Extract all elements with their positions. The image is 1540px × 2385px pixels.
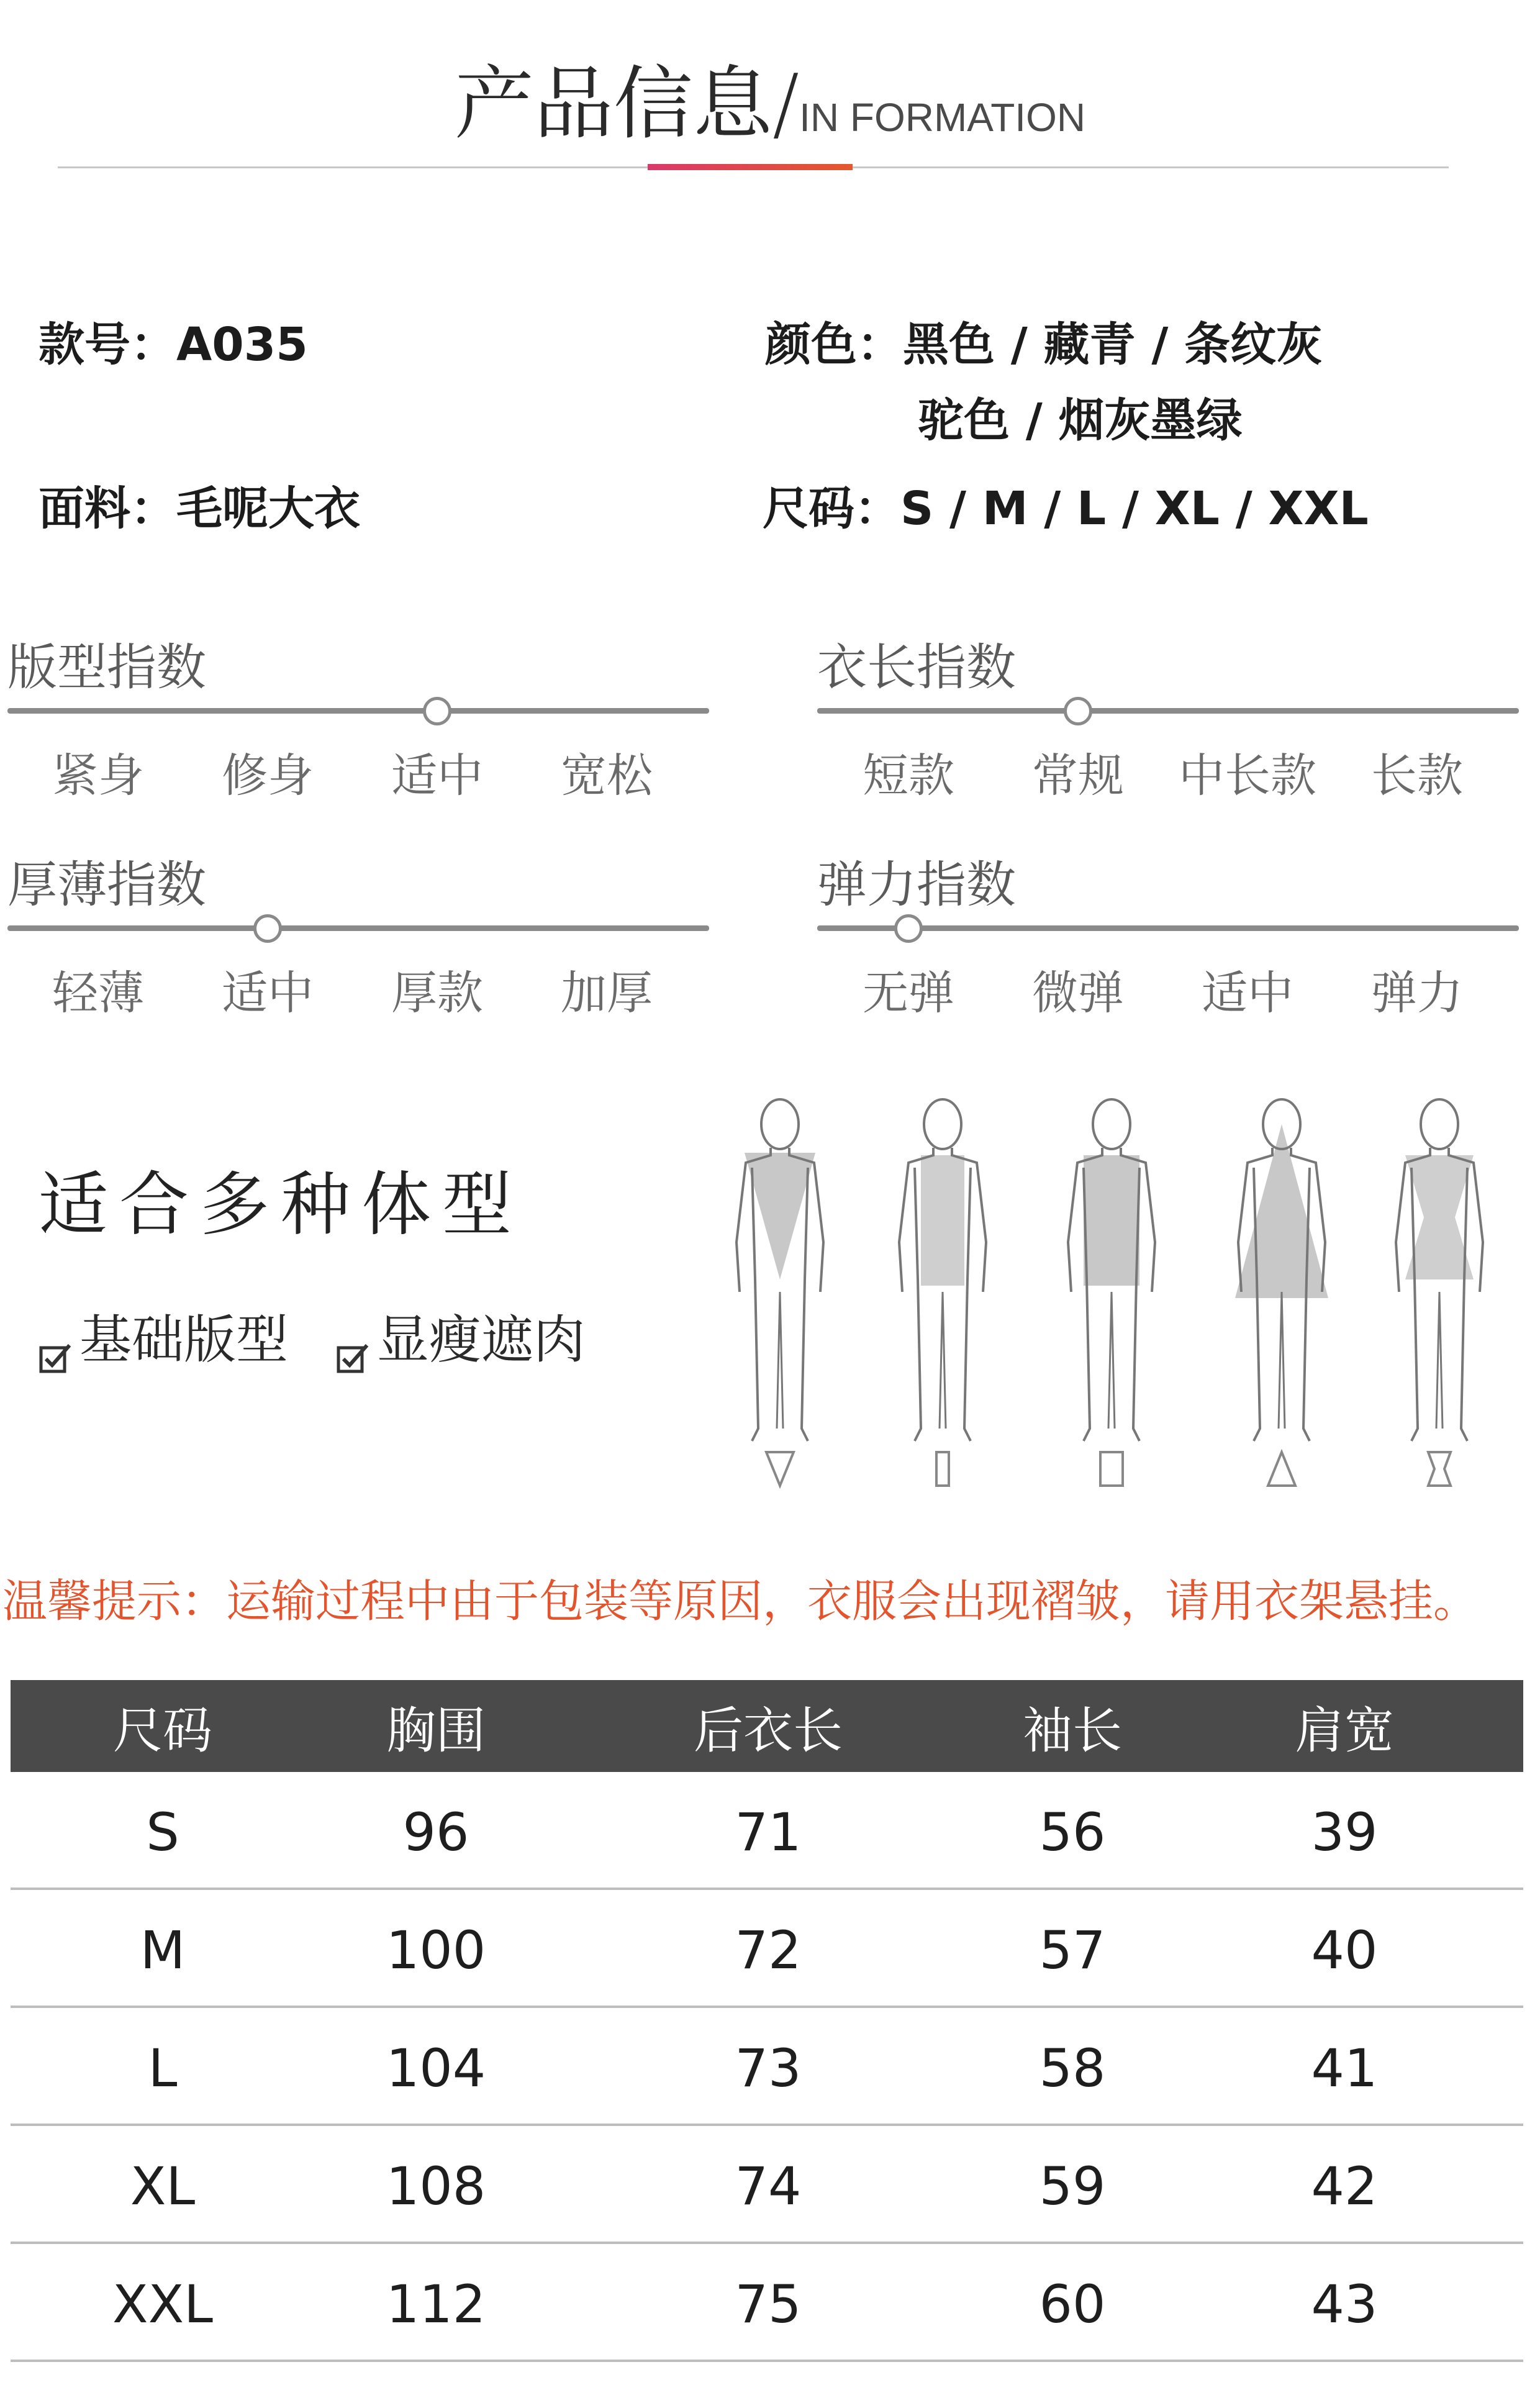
- header-accent-bar: [648, 164, 853, 170]
- feature-slimming: 显瘦遮肉: [376, 1309, 586, 1370]
- scale-option: 适中: [222, 966, 314, 1020]
- table-cell: 39: [1311, 1802, 1378, 1863]
- title-slash: /: [772, 58, 800, 150]
- table-cell: 40: [1311, 1920, 1378, 1981]
- fit-features: [38, 1298, 586, 1373]
- table-cell: 58: [1039, 2038, 1106, 2099]
- table-header: [11, 1680, 1523, 1772]
- scale-option: 轻薄: [52, 966, 144, 1020]
- color-info: 颜色：黑色 / 藏青 / 条纹灰: [765, 318, 1323, 371]
- table-row: [11, 1890, 1523, 2008]
- table-cell: 104: [386, 2038, 486, 2099]
- checkbox-checked-icon: [38, 1327, 72, 1360]
- table-cell: M: [140, 1920, 186, 1981]
- table-row: [11, 2008, 1523, 2126]
- header-chest: 胸围: [386, 1701, 486, 1760]
- inverted-triangle-icon: [761, 1447, 799, 1491]
- header-size: 尺码: [113, 1701, 212, 1760]
- fabric-info: 面料：毛呢大衣: [38, 482, 360, 535]
- scale-option: 适中: [1202, 966, 1293, 1020]
- feature-basic-fit: 基础版型: [79, 1309, 289, 1370]
- table-cell: 96: [402, 1802, 469, 1863]
- checkbox-checked-icon: [336, 1327, 369, 1360]
- table-cell: 73: [735, 2038, 802, 2099]
- hourglass-icon: [1421, 1447, 1458, 1491]
- table-cell: 108: [386, 2156, 486, 2217]
- color-info-cont: 驼色 / 烟灰墨绿: [918, 394, 1243, 447]
- scale-option: 常规: [1032, 749, 1124, 802]
- scale-option: 中长款: [1179, 749, 1316, 802]
- table-cell: 60: [1039, 2274, 1106, 2335]
- scale-indicator-knob: [894, 914, 923, 943]
- rectangle-icon: [1093, 1447, 1130, 1491]
- scale-track: [7, 708, 709, 714]
- table-row: [11, 1772, 1523, 1890]
- scale-option: 修身: [222, 749, 314, 802]
- scale-option: 紧身: [52, 749, 144, 802]
- scale-track: [817, 708, 1519, 714]
- table-cell: XL: [130, 2156, 196, 2217]
- table-cell: 74: [735, 2156, 802, 2217]
- scale-title: 弹力指数: [817, 856, 1016, 914]
- style-number: 款号：A035: [38, 318, 308, 371]
- table-cell: 43: [1311, 2274, 1378, 2335]
- scale-option: 微弹: [1032, 966, 1124, 1020]
- scale-option: 宽松: [561, 749, 653, 802]
- table-row: [11, 2126, 1523, 2244]
- table-body: [11, 1772, 1523, 2362]
- table-row: [11, 2244, 1523, 2362]
- scale-option: 加厚: [561, 966, 653, 1020]
- header-shoulder: 肩宽: [1295, 1701, 1394, 1760]
- page-title: 产品信息: [454, 58, 772, 150]
- table-cell: 59: [1039, 2156, 1106, 2217]
- table-cell: 56: [1039, 1802, 1106, 1863]
- scale-track: [7, 925, 709, 931]
- scale-option: 短款: [863, 749, 954, 802]
- triangle-icon: [1263, 1447, 1300, 1491]
- table-cell: 41: [1311, 2038, 1378, 2099]
- scale-indicator-knob: [423, 697, 451, 725]
- shipping-tip: 温馨提示：运输过程中由于包装等原因，衣服会出现褶皱，请用衣架悬挂。: [2, 1575, 1479, 1627]
- table-cell: S: [146, 1802, 179, 1863]
- table-cell: 112: [386, 2274, 486, 2335]
- scale-indicator-knob: [253, 914, 282, 943]
- table-cell: 75: [735, 2274, 802, 2335]
- body-figure-icon: [871, 1093, 1014, 1453]
- scale-title: 版型指数: [7, 638, 206, 696]
- scale-title: 衣长指数: [817, 638, 1016, 696]
- scale-option: 弹力: [1371, 966, 1463, 1020]
- table-cell: L: [148, 2038, 178, 2099]
- table-cell: 72: [735, 1920, 802, 1981]
- body-figure-icon: [1040, 1093, 1183, 1453]
- body-figure-icon: [1368, 1093, 1511, 1453]
- size-table: [11, 1680, 1523, 2362]
- fit-title: 适合多种体型: [38, 1165, 523, 1245]
- scale-indicator-knob: [1064, 697, 1092, 725]
- scale-title: 厚薄指数: [7, 856, 206, 914]
- page-subtitle: IN FORMATION: [799, 95, 1086, 140]
- table-cell: 57: [1039, 1920, 1106, 1981]
- table-cell: XXL: [112, 2274, 213, 2335]
- table-cell: 42: [1311, 2156, 1378, 2217]
- scale-option: 厚款: [391, 966, 483, 1020]
- header-sleeve: 袖长: [1023, 1701, 1122, 1760]
- header-back-length: 后衣长: [694, 1701, 843, 1760]
- rectangle-narrow-icon: [924, 1447, 961, 1491]
- size-info: 尺码：S / M / L / XL / XXL: [763, 482, 1369, 535]
- page-header: [0, 40, 1540, 154]
- scale-option: 适中: [391, 749, 483, 802]
- scale-option: 长款: [1371, 749, 1463, 802]
- table-cell: 71: [735, 1802, 802, 1863]
- body-figure-icon: [1210, 1093, 1353, 1453]
- scale-option: 无弹: [863, 966, 954, 1020]
- body-figure-icon: [709, 1093, 851, 1453]
- table-cell: 100: [386, 1920, 486, 1981]
